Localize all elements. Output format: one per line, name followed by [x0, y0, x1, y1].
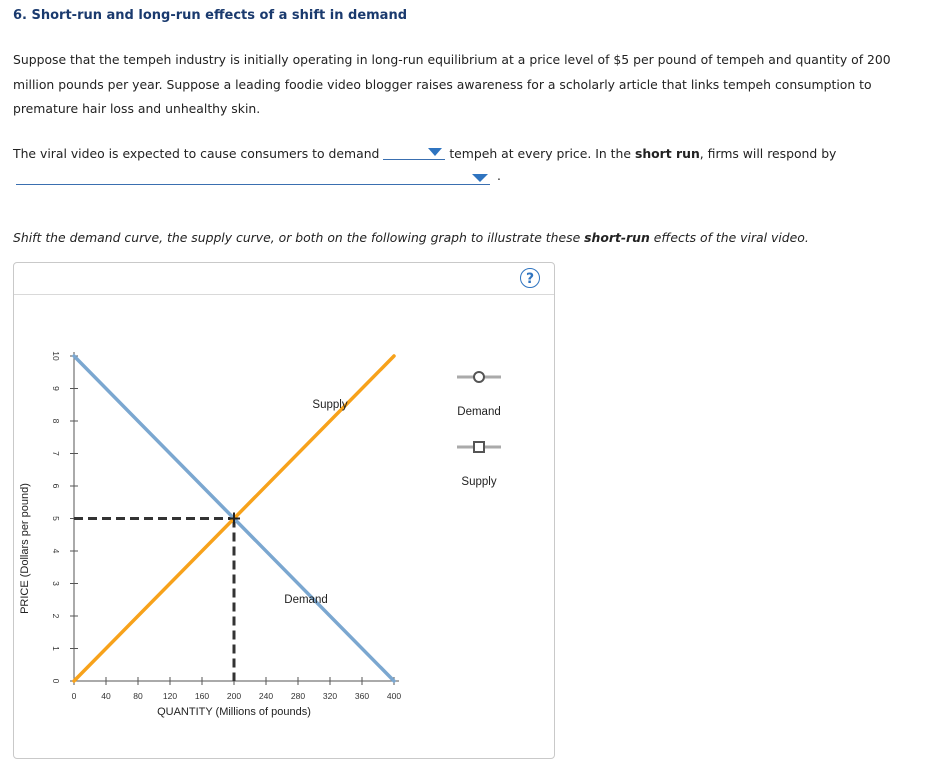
y-tick-label: 2 — [51, 613, 61, 619]
graph-instruction — [13, 230, 809, 245]
x-tick-label: 0 — [71, 691, 77, 701]
demand-tool-label: Demand — [457, 406, 501, 418]
y-tick-label: 1 — [51, 646, 61, 651]
question-title: 6. Short-run and long-run effects of a shift in demand — [13, 8, 408, 23]
sentence-part-3: , firms will respond by — [699, 146, 837, 161]
x-tick-label: 80 — [133, 691, 143, 701]
x-tick-label: 360 — [354, 691, 370, 701]
square-marker-icon[interactable] — [474, 442, 484, 452]
y-tick-label: 7 — [51, 451, 61, 456]
y-tick-label: 3 — [51, 581, 61, 586]
supply-demand-chart[interactable] — [14, 263, 554, 758]
x-tick-label: 320 — [322, 691, 338, 701]
dropdown-arrow-icon — [428, 148, 442, 156]
x-tick-label: 40 — [101, 691, 111, 701]
sentence-part-2: tempeh at every price. In the — [449, 146, 631, 161]
firm-response-dropdown[interactable] — [16, 170, 490, 185]
supply-tool[interactable] — [457, 442, 501, 488]
x-tick-label: 400 — [386, 691, 402, 701]
graph-panel — [13, 262, 555, 759]
x-tick-label: 160 — [194, 691, 210, 701]
x-tick-label: 240 — [258, 691, 274, 701]
dropdown-arrow-icon — [472, 174, 488, 182]
y-tick-label: 5 — [51, 516, 61, 521]
sentence-period: . — [497, 168, 501, 183]
x-tick-label: 280 — [290, 691, 306, 701]
demand-change-dropdown[interactable] — [383, 145, 445, 160]
demand-tool[interactable] — [457, 372, 501, 418]
x-axis-label: QUANTITY (Millions of pounds) — [157, 706, 311, 718]
y-tick-label: 6 — [51, 483, 61, 489]
y-tick-label: 0 — [51, 678, 61, 684]
instruction-bold: short-run — [584, 230, 650, 245]
sentence-bold: short run — [634, 146, 700, 161]
question-intro: Suppose that the tempeh industry is initially operating in long-run equilibrium at a price level of $5 per pound of tempeh and quantity of 200 million pounds per year. Suppose a leading foodie video blogger raises awareness for a scholarly article that links tempeh consumption to premature hair loss and unhealthy skin. — [13, 52, 891, 116]
instruction-part-1: Shift the demand curve, the supply curve, or both on the following graph to illustrate these — [13, 230, 581, 245]
circle-marker-icon[interactable] — [474, 372, 484, 382]
instruction-part-2: effects of the viral video. — [653, 230, 809, 245]
x-tick-label: 120 — [162, 691, 178, 701]
x-tick-label: 200 — [226, 691, 242, 701]
supply-tool-label: Supply — [461, 476, 497, 488]
help-icon[interactable]: ? — [520, 268, 540, 288]
y-tick-label: 8 — [51, 418, 61, 424]
y-tick-label: 10 — [51, 351, 61, 361]
question-sentence — [13, 145, 918, 163]
y-tick-label: 4 — [51, 548, 61, 554]
demand-curve-label: Demand — [284, 594, 328, 606]
y-axis-label: PRICE (Dollars per pound) — [19, 483, 31, 614]
sentence-part-1: The viral video is expected to cause consumers to demand — [13, 146, 380, 161]
y-tick-label: 9 — [51, 386, 61, 391]
supply-curve-label: Supply — [312, 399, 348, 411]
